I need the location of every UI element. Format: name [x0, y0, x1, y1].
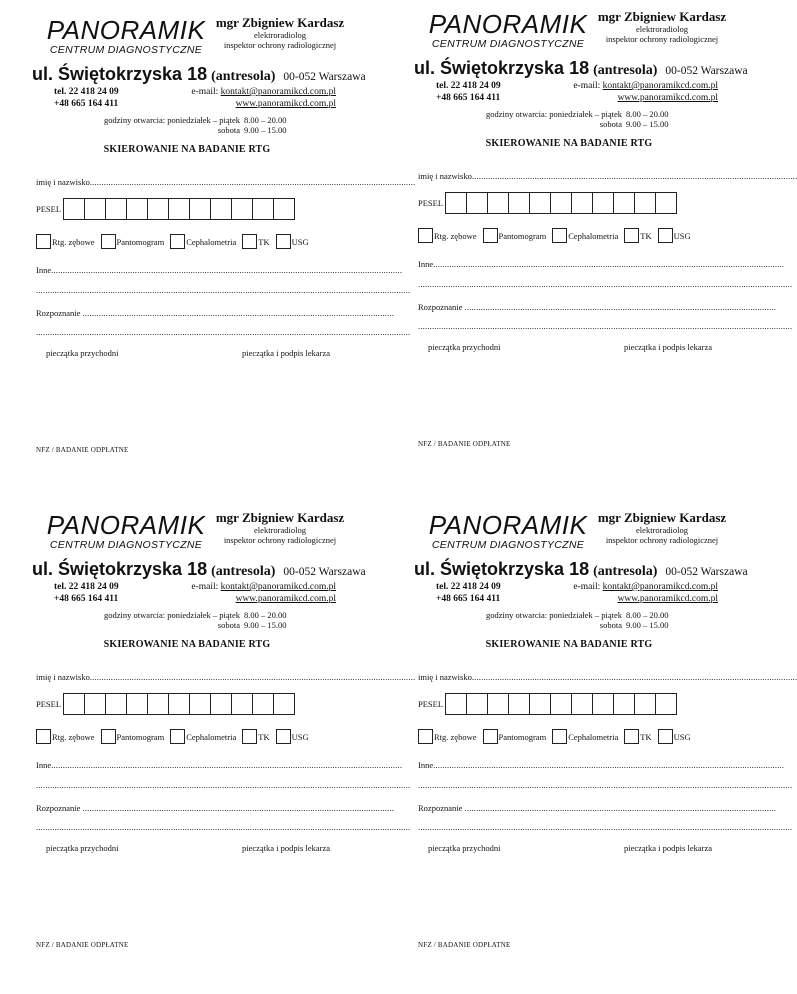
- clinic-stamp-label: pieczątka przychodni: [428, 342, 501, 352]
- diagnosis-field[interactable]: [418, 803, 777, 813]
- pesel-digit-box[interactable]: [168, 693, 190, 715]
- email-link[interactable]: kontakt@panoramikcd.com.pl: [220, 582, 336, 592]
- exam-option-label: Rtg. zębowe: [52, 731, 95, 742]
- exam-option[interactable]: [624, 228, 651, 243]
- fill-dots: ............................................................................................................................................: [471, 171, 797, 181]
- hours-weekdays: poniedziałek – piątek: [549, 109, 622, 119]
- exam-option-label: USG: [291, 731, 309, 742]
- exam-option-label: USG: [673, 230, 691, 241]
- exam-option[interactable]: [483, 228, 547, 243]
- exam-option-checkbox[interactable]: [170, 234, 185, 249]
- exam-option-checkbox[interactable]: [36, 234, 51, 249]
- other-exam-continuation-line[interactable]: [418, 279, 793, 289]
- hours-saturday: sobota: [217, 125, 240, 135]
- pesel-label: PESEL: [418, 699, 444, 709]
- address-city: 00-052 Warszawa: [283, 71, 366, 83]
- doctor-name: mgr Zbigniew Kardasz: [597, 9, 727, 24]
- exam-option[interactable]: [418, 228, 477, 243]
- email-label: e-mail:: [573, 81, 601, 91]
- other-exam-label: Inne: [36, 760, 52, 770]
- address-street: ul. Świętokrzyska 18: [32, 559, 208, 579]
- address-floor: (antresola): [211, 564, 276, 579]
- pesel-digit-box[interactable]: [613, 693, 635, 715]
- pesel-digit-box[interactable]: [592, 192, 614, 214]
- exam-option[interactable]: [276, 234, 309, 249]
- other-exam-label: Inne: [36, 265, 52, 275]
- pesel-field: [418, 192, 677, 214]
- diagnosis-field[interactable]: [36, 803, 395, 813]
- hours-saturday: sobota: [217, 620, 240, 630]
- phone-mobile: +48 665 164 411: [436, 93, 501, 103]
- phone-mobile: +48 665 164 411: [54, 99, 119, 109]
- pesel-digit-box[interactable]: [84, 693, 106, 715]
- pesel-digit-box[interactable]: [592, 693, 614, 715]
- hours-weekdays-time: 8.00 – 20.00: [244, 610, 287, 620]
- exam-option[interactable]: [101, 234, 165, 249]
- exam-option-checkbox[interactable]: [483, 228, 498, 243]
- hours-label: godziny otwarcia:: [486, 610, 548, 620]
- clinic-address: [414, 58, 748, 79]
- pesel-digit-box[interactable]: [634, 192, 656, 214]
- exam-option-label: Pantomogram: [498, 230, 547, 241]
- website-link[interactable]: www.panoramikcd.com.pl: [617, 594, 718, 604]
- phone-landline: tel. 22 418 24 09: [436, 81, 501, 91]
- exam-option-checkbox[interactable]: [658, 729, 673, 744]
- pesel-digit-box[interactable]: [84, 198, 106, 220]
- doctor-info: [594, 10, 730, 44]
- form-title: SKIEROWANIE NA BADANIE RTG: [103, 144, 271, 155]
- address-street: ul. Świętokrzyska 18: [32, 64, 208, 84]
- pesel-digit-box[interactable]: [231, 198, 253, 220]
- hours-saturday-time: 9.00 – 15.00: [244, 125, 287, 135]
- pesel-digit-box[interactable]: [571, 693, 593, 715]
- pesel-digit-box[interactable]: [168, 198, 190, 220]
- hours-weekdays-time: 8.00 – 20.00: [626, 610, 669, 620]
- exam-type-options: [418, 729, 697, 744]
- phone-numbers: [436, 581, 501, 605]
- exam-option-checkbox[interactable]: [276, 729, 291, 744]
- pesel-digit-box[interactable]: [466, 192, 488, 214]
- clinic-brand: [428, 511, 588, 551]
- other-exam-field[interactable]: [36, 265, 403, 275]
- address-floor: (antresola): [593, 63, 658, 78]
- address-city: 00-052 Warszawa: [665, 566, 748, 578]
- fill-dots: .................................................................................................................................................................: [36, 327, 411, 337]
- hours-saturday: sobota: [599, 620, 622, 630]
- exam-option-checkbox[interactable]: [242, 729, 257, 744]
- other-exam-field[interactable]: [418, 259, 785, 269]
- doctor-stamp-label: pieczątka i podpis lekarza: [241, 348, 330, 358]
- pesel-field: [36, 198, 295, 220]
- email-link[interactable]: kontakt@panoramikcd.com.pl: [220, 87, 336, 97]
- pesel-digit-box[interactable]: [655, 693, 677, 715]
- exam-option-checkbox[interactable]: [552, 228, 567, 243]
- patient-name-label: imię i nazwisko: [36, 177, 90, 187]
- pesel-digit-box[interactable]: [189, 198, 211, 220]
- doctor-role: elektroradiolog: [254, 525, 306, 535]
- website-link[interactable]: www.panoramikcd.com.pl: [235, 594, 336, 604]
- phone-landline: tel. 22 418 24 09: [54, 582, 119, 592]
- email-link[interactable]: kontakt@panoramikcd.com.pl: [602, 582, 718, 592]
- referral-slip-top-right: [414, 6, 797, 486]
- pesel-label: PESEL: [418, 198, 444, 208]
- pesel-digit-box[interactable]: [210, 198, 232, 220]
- fill-dots: .................................................................................................................................................................: [418, 822, 793, 832]
- email-label: e-mail:: [573, 582, 601, 592]
- exam-type-options: [36, 729, 315, 744]
- exam-option[interactable]: [170, 729, 236, 744]
- diagnosis-continuation-line[interactable]: [418, 321, 793, 331]
- exam-option-label: USG: [291, 236, 309, 247]
- referral-slip-bottom-left: [32, 507, 416, 987]
- patient-name-label: imię i nazwisko: [36, 672, 90, 682]
- doctor-info: [212, 511, 348, 545]
- doctor-role: elektroradiolog: [636, 24, 688, 34]
- pesel-digit-box[interactable]: [147, 693, 169, 715]
- pesel-digit-box[interactable]: [445, 693, 467, 715]
- exam-option-label: Cephalometria: [568, 731, 619, 742]
- exam-type-options: [418, 228, 697, 243]
- brand-name: PANORAMIK: [46, 15, 206, 45]
- exam-type-options: [36, 234, 315, 249]
- exam-option[interactable]: [101, 729, 165, 744]
- opening-hours: [472, 109, 669, 129]
- email-label: e-mail:: [191, 582, 219, 592]
- pesel-digit-box[interactable]: [105, 198, 127, 220]
- other-exam-field[interactable]: [36, 760, 403, 770]
- pesel-digit-box[interactable]: [445, 192, 467, 214]
- pesel-label: PESEL: [36, 204, 62, 214]
- pesel-digit-boxes: [446, 192, 677, 214]
- clinic-brand: [428, 10, 588, 50]
- address-floor: (antresola): [211, 69, 276, 84]
- phone-landline: tel. 22 418 24 09: [54, 87, 119, 97]
- doctor-role: elektroradiolog: [636, 525, 688, 535]
- other-exam-label: Inne: [418, 760, 434, 770]
- pesel-digit-box[interactable]: [508, 192, 530, 214]
- exam-option[interactable]: [170, 234, 236, 249]
- fill-dots: ............................................................................................................................................: [471, 672, 797, 682]
- exam-option-label: Cephalometria: [568, 230, 619, 241]
- fill-dots: .......................................................................................................................................................: [433, 259, 785, 269]
- exam-option[interactable]: [658, 729, 691, 744]
- diagnosis-continuation-line[interactable]: [418, 822, 793, 832]
- form-title: SKIEROWANIE NA BADANIE RTG: [103, 639, 271, 650]
- diagnosis-label: Rozpoznanie: [418, 803, 463, 813]
- pesel-digit-boxes: [64, 198, 295, 220]
- hours-label: godziny otwarcia:: [104, 610, 166, 620]
- contact-info: [573, 581, 718, 605]
- hours-label: godziny otwarcia:: [486, 109, 548, 119]
- clinic-stamp-label: pieczątka przychodni: [428, 843, 501, 853]
- clinic-stamp-label: pieczątka przychodni: [46, 348, 119, 358]
- pesel-digit-box[interactable]: [655, 192, 677, 214]
- brand-subtitle: CENTRUM DIAGNOSTYCZNE: [431, 38, 585, 50]
- fill-dots: .................................................................................................................................................................: [418, 279, 793, 289]
- pesel-digit-box[interactable]: [634, 693, 656, 715]
- exam-option-checkbox[interactable]: [483, 729, 498, 744]
- diagnosis-continuation-line[interactable]: [36, 327, 411, 337]
- fill-dots: ......................................................................................................................................: [464, 302, 777, 312]
- pesel-digit-box[interactable]: [508, 693, 530, 715]
- brand-subtitle: CENTRUM DIAGNOSTYCZNE: [49, 539, 203, 551]
- diagnosis-label: Rozpoznanie: [36, 803, 81, 813]
- fill-dots: ............................................................................................................................................: [89, 177, 416, 187]
- clinic-address: [32, 64, 366, 85]
- doctor-stamp-label: pieczątka i podpis lekarza: [623, 843, 712, 853]
- clinic-address: [414, 559, 748, 580]
- pesel-digit-box[interactable]: [487, 192, 509, 214]
- exam-option[interactable]: [276, 729, 309, 744]
- exam-option-checkbox[interactable]: [276, 234, 291, 249]
- payment-note: NFZ / BADANIE ODPŁATNE: [418, 941, 511, 949]
- payment-note: NFZ / BADANIE ODPŁATNE: [418, 440, 511, 448]
- exam-option-checkbox[interactable]: [418, 228, 433, 243]
- diagnosis-field[interactable]: [418, 302, 777, 312]
- exam-option[interactable]: [242, 234, 269, 249]
- patient-name-label: imię i nazwisko: [418, 672, 472, 682]
- exam-option[interactable]: [242, 729, 269, 744]
- hours-label: godziny otwarcia:: [104, 115, 166, 125]
- pesel-digit-box[interactable]: [487, 693, 509, 715]
- fill-dots: .......................................................................................................................................................: [51, 760, 403, 770]
- pesel-field: [36, 693, 295, 715]
- pesel-digit-box[interactable]: [529, 693, 551, 715]
- exam-option-label: Rtg. zębowe: [434, 230, 477, 241]
- referral-slip-bottom-right: [414, 507, 797, 987]
- exam-option-checkbox[interactable]: [624, 729, 639, 744]
- hours-saturday: sobota: [599, 119, 622, 129]
- doctor-info: [212, 16, 348, 50]
- exam-option[interactable]: [624, 729, 651, 744]
- exam-option-checkbox[interactable]: [658, 228, 673, 243]
- other-exam-continuation-line[interactable]: [418, 780, 793, 790]
- clinic-brand: [46, 16, 206, 56]
- exam-option-label: TK: [258, 731, 270, 742]
- brand-name: PANORAMIK: [428, 510, 588, 540]
- phone-numbers: [54, 86, 119, 110]
- pesel-digit-box[interactable]: [571, 192, 593, 214]
- doctor-role-secondary: inspektor ochrony radiologicznej: [223, 535, 337, 545]
- exam-option-checkbox[interactable]: [552, 729, 567, 744]
- phone-numbers: [54, 581, 119, 605]
- doctor-role-secondary: inspektor ochrony radiologicznej: [223, 40, 337, 50]
- fill-dots: ......................................................................................................................................: [82, 803, 395, 813]
- pesel-digit-box[interactable]: [252, 693, 274, 715]
- pesel-label: PESEL: [36, 699, 62, 709]
- pesel-digit-box[interactable]: [189, 693, 211, 715]
- fill-dots: .................................................................................................................................................................: [36, 780, 411, 790]
- other-exam-continuation-line[interactable]: [36, 780, 411, 790]
- exam-option-checkbox[interactable]: [170, 729, 185, 744]
- exam-option-checkbox[interactable]: [418, 729, 433, 744]
- exam-option-checkbox[interactable]: [36, 729, 51, 744]
- referral-slip-top-left: [32, 12, 416, 492]
- contact-info: [191, 581, 336, 605]
- pesel-digit-box[interactable]: [252, 198, 274, 220]
- form-title: SKIEROWANIE NA BADANIE RTG: [485, 138, 653, 149]
- doctor-name: mgr Zbigniew Kardasz: [215, 15, 345, 30]
- pesel-digit-box[interactable]: [466, 693, 488, 715]
- exam-option[interactable]: [552, 228, 618, 243]
- clinic-brand: [46, 511, 206, 551]
- website-link[interactable]: www.panoramikcd.com.pl: [617, 93, 718, 103]
- exam-option-label: TK: [258, 236, 270, 247]
- brand-subtitle: CENTRUM DIAGNOSTYCZNE: [49, 44, 203, 56]
- payment-note: NFZ / BADANIE ODPŁATNE: [36, 941, 129, 949]
- pesel-digit-box[interactable]: [550, 693, 572, 715]
- email-link[interactable]: kontakt@panoramikcd.com.pl: [602, 81, 718, 91]
- website-link[interactable]: www.panoramikcd.com.pl: [235, 99, 336, 109]
- hours-saturday-time: 9.00 – 15.00: [626, 620, 669, 630]
- phone-numbers: [436, 80, 501, 104]
- doctor-name: mgr Zbigniew Kardasz: [215, 510, 345, 525]
- exam-option-label: USG: [673, 731, 691, 742]
- exam-option-checkbox[interactable]: [101, 234, 116, 249]
- opening-hours: [472, 610, 669, 630]
- exam-option-label: Cephalometria: [186, 236, 237, 247]
- hours-weekdays: poniedziałek – piątek: [167, 115, 240, 125]
- brand-name: PANORAMIK: [428, 9, 588, 39]
- fill-dots: .......................................................................................................................................................: [433, 760, 785, 770]
- hours-weekdays-time: 8.00 – 20.00: [626, 109, 669, 119]
- brand-subtitle: CENTRUM DIAGNOSTYCZNE: [431, 539, 585, 551]
- address-city: 00-052 Warszawa: [665, 65, 748, 77]
- exam-option[interactable]: [483, 729, 547, 744]
- patient-name-field[interactable]: [36, 672, 416, 682]
- clinic-stamp-label: pieczątka przychodni: [46, 843, 119, 853]
- doctor-role-secondary: inspektor ochrony radiologicznej: [605, 34, 719, 44]
- address-street: ul. Świętokrzyska 18: [414, 58, 590, 78]
- exam-option[interactable]: [658, 228, 691, 243]
- exam-option-checkbox[interactable]: [624, 228, 639, 243]
- phone-mobile: +48 665 164 411: [436, 594, 501, 604]
- fill-dots: ............................................................................................................................................: [89, 672, 416, 682]
- diagnosis-field[interactable]: [36, 308, 395, 318]
- clinic-address: [32, 559, 366, 580]
- payment-note: NFZ / BADANIE ODPŁATNE: [36, 446, 129, 454]
- diagnosis-label: Rozpoznanie: [418, 302, 463, 312]
- pesel-digit-boxes: [446, 693, 677, 715]
- exam-option-label: Pantomogram: [116, 236, 165, 247]
- address-street: ul. Świętokrzyska 18: [414, 559, 590, 579]
- doctor-role: elektroradiolog: [254, 30, 306, 40]
- patient-name-field[interactable]: [418, 672, 797, 682]
- form-title: SKIEROWANIE NA BADANIE RTG: [485, 639, 653, 650]
- exam-option-checkbox[interactable]: [101, 729, 116, 744]
- exam-option-label: Pantomogram: [116, 731, 165, 742]
- exam-option[interactable]: [36, 729, 95, 744]
- diagnosis-continuation-line[interactable]: [36, 822, 411, 832]
- opening-hours: [90, 610, 287, 630]
- pesel-digit-box[interactable]: [105, 693, 127, 715]
- doctor-stamp-label: pieczątka i podpis lekarza: [623, 342, 712, 352]
- exam-option-checkbox[interactable]: [242, 234, 257, 249]
- pesel-digit-box[interactable]: [613, 192, 635, 214]
- pesel-digit-box[interactable]: [529, 192, 551, 214]
- hours-saturday-time: 9.00 – 15.00: [244, 620, 287, 630]
- other-exam-field[interactable]: [418, 760, 785, 770]
- doctor-role-secondary: inspektor ochrony radiologicznej: [605, 535, 719, 545]
- address-city: 00-052 Warszawa: [283, 566, 366, 578]
- doctor-name: mgr Zbigniew Kardasz: [597, 510, 727, 525]
- hours-saturday-time: 9.00 – 15.00: [626, 119, 669, 129]
- contact-info: [191, 86, 336, 110]
- pesel-digit-box[interactable]: [550, 192, 572, 214]
- hours-weekdays-time: 8.00 – 20.00: [244, 115, 287, 125]
- exam-option[interactable]: [36, 234, 95, 249]
- fill-dots: .................................................................................................................................................................: [418, 780, 793, 790]
- patient-name-label: imię i nazwisko: [418, 171, 472, 181]
- pesel-digit-box[interactable]: [210, 693, 232, 715]
- pesel-digit-box[interactable]: [231, 693, 253, 715]
- pesel-digit-box[interactable]: [63, 693, 85, 715]
- pesel-digit-boxes: [64, 693, 295, 715]
- fill-dots: .................................................................................................................................................................: [418, 321, 793, 331]
- brand-name: PANORAMIK: [46, 510, 206, 540]
- pesel-digit-box[interactable]: [273, 198, 295, 220]
- doctor-stamp-label: pieczątka i podpis lekarza: [241, 843, 330, 853]
- pesel-digit-box[interactable]: [63, 198, 85, 220]
- pesel-digit-box[interactable]: [273, 693, 295, 715]
- phone-landline: tel. 22 418 24 09: [436, 582, 501, 592]
- pesel-field: [418, 693, 677, 715]
- hours-weekdays: poniedziałek – piątek: [167, 610, 240, 620]
- exam-option-label: Pantomogram: [498, 731, 547, 742]
- fill-dots: .................................................................................................................................................................: [36, 822, 411, 832]
- fill-dots: .......................................................................................................................................................: [51, 265, 403, 275]
- opening-hours: [90, 115, 287, 135]
- patient-name-field[interactable]: [36, 177, 416, 187]
- exam-option-label: TK: [640, 731, 652, 742]
- pesel-digit-box[interactable]: [126, 693, 148, 715]
- fill-dots: ......................................................................................................................................: [82, 308, 395, 318]
- contact-info: [573, 80, 718, 104]
- exam-option-label: Cephalometria: [186, 731, 237, 742]
- fill-dots: ......................................................................................................................................: [464, 803, 777, 813]
- other-exam-label: Inne: [418, 259, 434, 269]
- exam-option-label: Rtg. zębowe: [52, 236, 95, 247]
- phone-mobile: +48 665 164 411: [54, 594, 119, 604]
- exam-option-label: Rtg. zębowe: [434, 731, 477, 742]
- patient-name-field[interactable]: [418, 171, 797, 181]
- other-exam-continuation-line[interactable]: [36, 285, 411, 295]
- hours-weekdays: poniedziałek – piątek: [549, 610, 622, 620]
- address-floor: (antresola): [593, 564, 658, 579]
- doctor-info: [594, 511, 730, 545]
- email-label: e-mail:: [191, 87, 219, 97]
- exam-option[interactable]: [418, 729, 477, 744]
- pesel-digit-box[interactable]: [147, 198, 169, 220]
- pesel-digit-box[interactable]: [126, 198, 148, 220]
- exam-option-label: TK: [640, 230, 652, 241]
- fill-dots: .................................................................................................................................................................: [36, 285, 411, 295]
- diagnosis-label: Rozpoznanie: [36, 308, 81, 318]
- exam-option[interactable]: [552, 729, 618, 744]
